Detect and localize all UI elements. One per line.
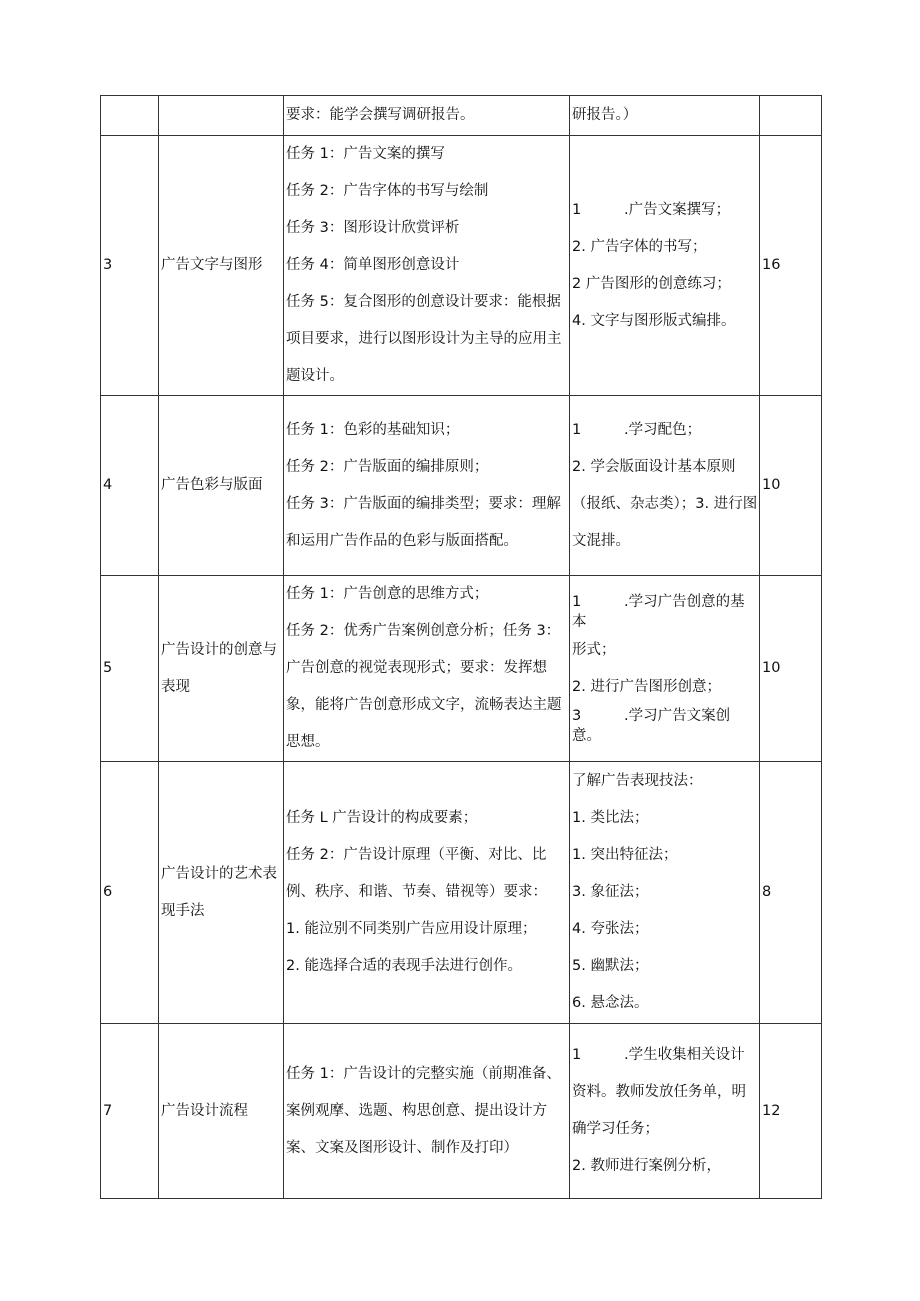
training-cell	[570, 96, 760, 136]
training-line: 研报告。）	[572, 107, 638, 123]
training-cell	[570, 136, 760, 396]
unit-number-cell: 7	[101, 1024, 159, 1199]
task-line: 任务 1：广告文案的撰写	[286, 146, 445, 162]
unit-title-cell: 广告色彩与版面	[159, 396, 284, 576]
unit-number-cell: 6	[101, 762, 159, 1024]
unit-number-cell: 3	[101, 136, 159, 396]
task-line: 任务 3：图形设计欣赏评析	[286, 220, 460, 236]
training-line: 4. 夸张法；	[572, 921, 649, 937]
task-line: 任务 L 广告设计的构成要素；	[286, 810, 478, 826]
task-line: 任务 2：广告版面的编排原则；	[286, 458, 489, 475]
unit-title-cell: 广告设计的创意与表现	[159, 576, 284, 762]
list-text: .学习广告文案创意。	[572, 707, 731, 744]
training-line: 3. 象征法；	[572, 884, 649, 900]
training-line	[572, 412, 759, 449]
task-line: 任务 1：广告设计的完整实施（前期准备、案例观摩、选题、构思创意、提出设计方案、文案及图形设计、制作及打印）	[286, 1065, 561, 1156]
table-row	[101, 96, 822, 136]
task-line: 任务 2：优秀广告案例创意分析；任务 3：广告创意的视觉表现形式；要求：发挥想象，能将广告创意形成文字，流畅表达主题思想。	[286, 623, 562, 750]
list-text: .学习广告创意的基本	[572, 593, 745, 630]
training-line: 2. 进行广告图形创意；	[572, 678, 721, 695]
training-cell	[570, 396, 760, 576]
training-line: 5. 幽默法；	[572, 958, 649, 974]
training-line	[572, 192, 759, 229]
unit-title-cell: 广告文字与图形	[159, 136, 284, 396]
unit-title-cell: 广告设计流程	[159, 1024, 284, 1199]
task-line: 任务 3：广告版面的编排类型；要求：理解和运用广告作品的色彩与版面搭配。	[286, 495, 561, 549]
training-line: 2. 教师进行案例分析，	[572, 1158, 721, 1174]
task-line: 要求：能学会撰写调研报告。	[286, 107, 475, 123]
training-line: 2. 广告字体的书写；	[572, 238, 707, 255]
task-line: 任务 1：广告创意的思维方式；	[286, 586, 489, 602]
task-line: 2. 能选择合适的表现手法进行创作。	[286, 958, 522, 974]
task-line: 1. 能泣别不同类别广告应用设计原理；	[286, 921, 537, 937]
training-line: 2 广告图形的创意练习；	[572, 275, 731, 292]
unit-title-cell: 广告设计的艺术表现手法	[159, 762, 284, 1024]
table-row	[101, 762, 822, 1024]
training-line	[572, 1037, 759, 1148]
course-schedule-table	[100, 95, 822, 1199]
table-row	[101, 396, 822, 576]
training-line: 6. 悬念法。	[572, 995, 649, 1011]
task-line: 任务 1：色彩的基础知识；	[286, 421, 460, 438]
tasks-cell	[284, 762, 570, 1024]
tasks-cell	[284, 396, 570, 576]
unit-title-cell	[159, 96, 284, 136]
hours-cell	[760, 96, 822, 136]
table-row	[101, 136, 822, 396]
tasks-cell	[284, 1024, 570, 1199]
list-text: .学习配色；	[624, 421, 702, 438]
task-line: 任务 4：简单图形创意设计	[286, 257, 460, 273]
training-line	[572, 706, 759, 746]
tasks-cell	[284, 96, 570, 136]
task-line: 任务 2：广告设计原理（平衡、对比、比例、秩序、和谐、节奏、错视等）要求：	[286, 847, 547, 900]
unit-number-cell	[101, 96, 159, 136]
task-line: 任务 2：广告字体的书写与绘制	[286, 183, 489, 199]
unit-number-cell: 5	[101, 576, 159, 762]
list-text: .学生收集相关设计资料。教师发放任务单，明确学习任务；	[572, 1047, 746, 1137]
training-line: 1. 突出特征法；	[572, 847, 678, 863]
list-number: 1	[572, 201, 582, 218]
training-line: 形式；	[572, 641, 616, 658]
training-line: 2. 学会版面设计基本原则（报纸、杂志类）；3. 进行图文混排。	[572, 458, 758, 549]
unit-number-cell: 4	[101, 396, 159, 576]
hours-cell: 10	[760, 576, 822, 762]
training-line: 了解广告表现技法：	[572, 773, 703, 789]
table-row	[101, 576, 822, 762]
table-body	[101, 96, 822, 1199]
training-line: 1. 类比法；	[572, 810, 649, 826]
tasks-cell	[284, 136, 570, 396]
list-number: 1	[572, 1047, 582, 1063]
task-line: 任务 5：复合图形的创意设计要求：能根据项目要求，进行以图形设计为主导的应用主题设计。	[286, 294, 562, 384]
training-cell	[570, 576, 760, 762]
training-line: 4. 文字与图形版式编排。	[572, 312, 736, 329]
hours-cell: 16	[760, 136, 822, 396]
list-number: 3	[572, 707, 582, 724]
list-number: 1	[572, 421, 582, 438]
hours-cell: 12	[760, 1024, 822, 1199]
training-cell	[570, 1024, 760, 1199]
training-line	[572, 592, 759, 632]
list-number: 1	[572, 593, 582, 610]
training-cell	[570, 762, 760, 1024]
table-row	[101, 1024, 822, 1199]
hours-cell: 10	[760, 396, 822, 576]
list-text: .广告文案撰写；	[624, 201, 731, 218]
tasks-cell	[284, 576, 570, 762]
hours-cell: 8	[760, 762, 822, 1024]
